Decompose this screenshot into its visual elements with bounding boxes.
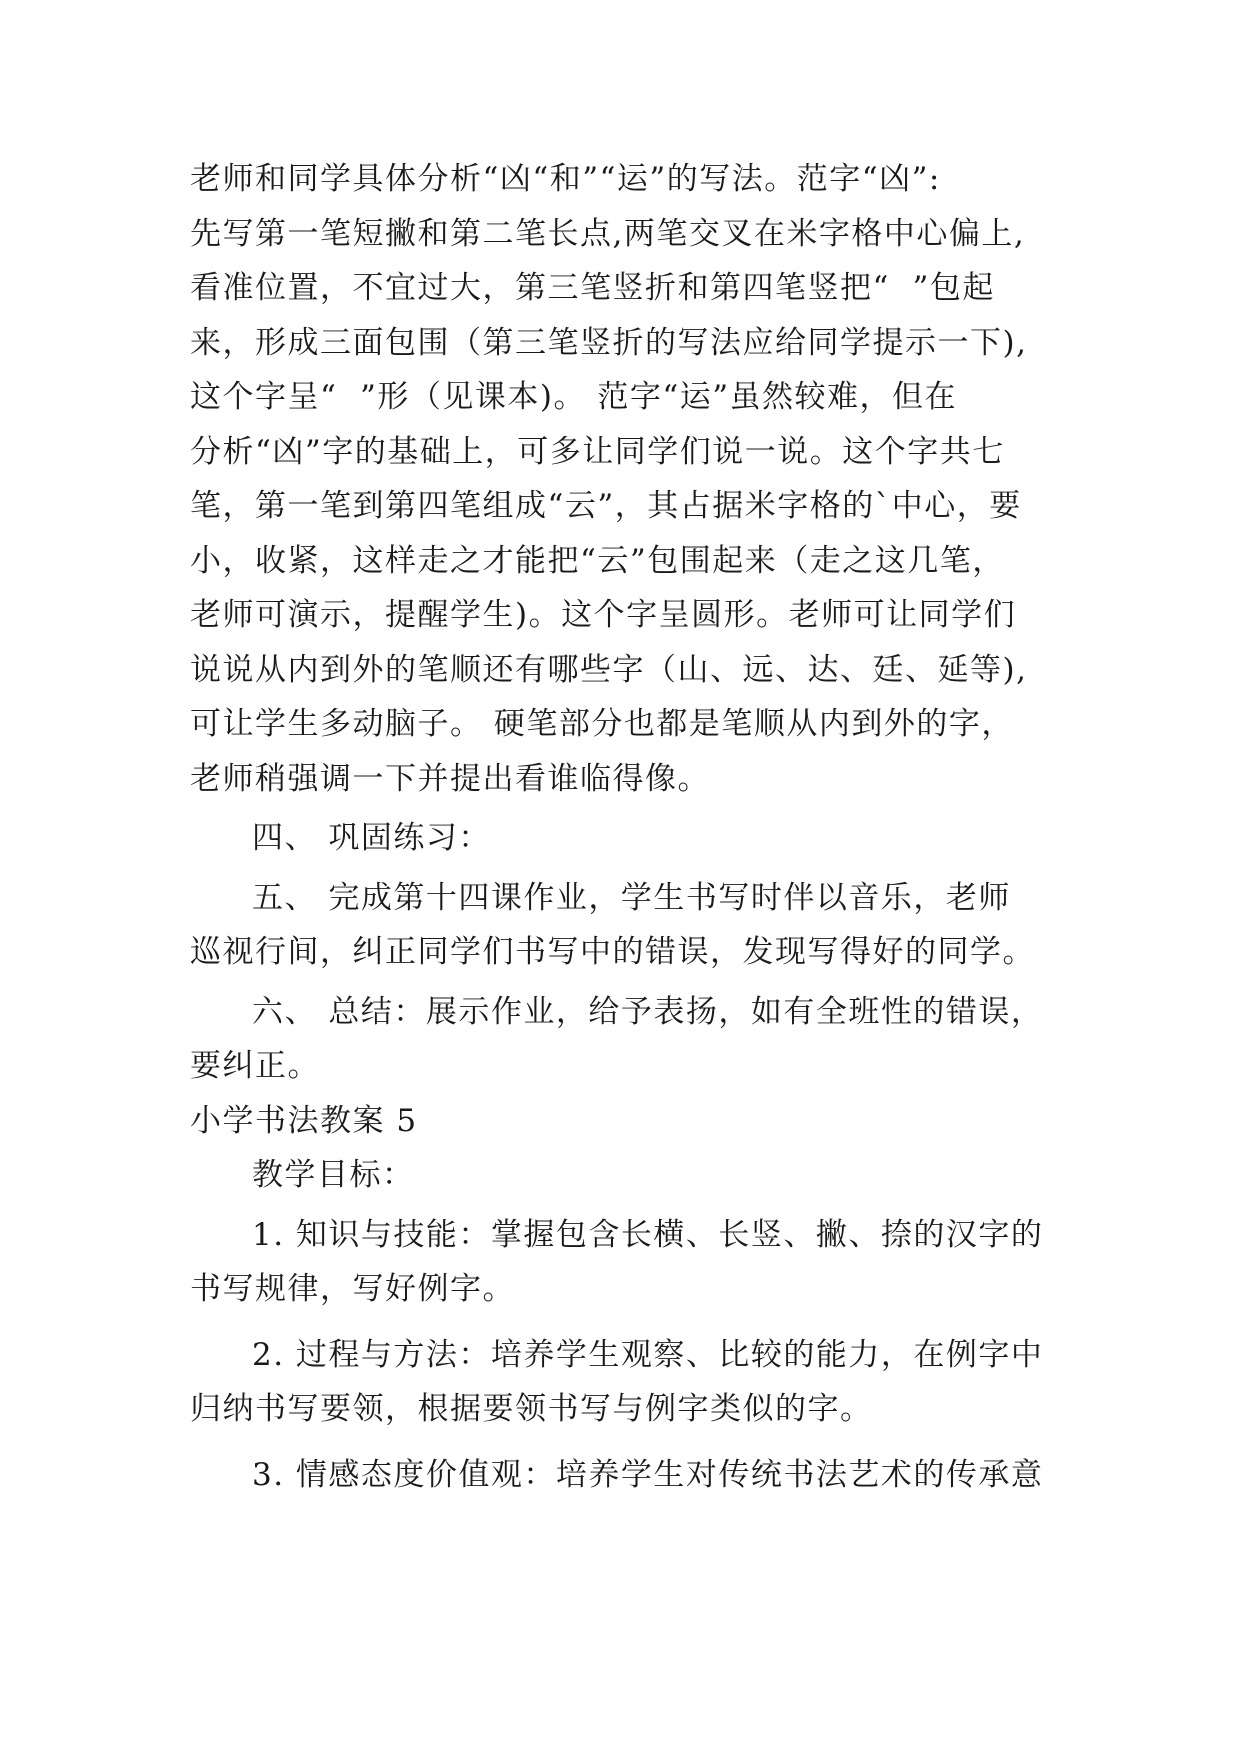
text-line: 2. 过程与方法：培养学生观察、比较的能力，在例字中 xyxy=(252,1336,1044,1373)
text-line: 3. 情感态度价值观：培养学生对传统书法艺术的传承意 xyxy=(252,1456,1044,1493)
paragraph-writing-analysis xyxy=(190,152,1070,806)
text-line: 1. 知识与技能：掌握包含长横、长竖、撇、捺的汉字的 xyxy=(252,1216,1044,1253)
section-title: 小学书法教案 5 xyxy=(190,1102,418,1139)
text-line: 归纳书写要领，根据要领书写与例字类似的字。 xyxy=(190,1391,873,1427)
text-line: 老师可演示，提醒学生)。这个字呈圆形。老师可让同学们 xyxy=(190,597,1017,633)
text-line: 五、 完成第十四课作业，学生书写时伴以音乐，老师 xyxy=(252,879,1011,916)
text-line: 老师稍强调一下并提出看谁临得像。 xyxy=(190,760,710,797)
text-line: 笔，第一笔到第四笔组成“云”，其占据米字格的`中心，要 xyxy=(190,488,1022,524)
text-line: 先写第一笔短撇和第二笔长点,两笔交叉在米字格中心偏上, xyxy=(190,215,1026,252)
text-line: 可让学生多动脑子。 硬笔部分也都是笔顺从内到外的字， xyxy=(190,706,1014,742)
text-line: 小，收紧，这样走之才能把“云”包围起来（走之这几笔， xyxy=(190,542,1005,579)
item-homework xyxy=(190,871,1070,980)
objective-emotion-values xyxy=(190,1448,1070,1503)
text-line: 来，形成三面包围（第三笔竖折的写法应给同学提示一下), xyxy=(190,324,1028,361)
text-line: 要纠正。 xyxy=(190,1048,320,1084)
text-line: 这个字呈“ ”形（见课本)。 范字“运”虽然较难，但在 xyxy=(190,379,958,415)
document-body xyxy=(190,152,1070,1502)
item-summary xyxy=(190,985,1070,1094)
text-line: 书写规律，写好例字。 xyxy=(190,1271,515,1307)
text-line: 巡视行间，纠正同学们书写中的错误，发现写得好的同学。 xyxy=(190,934,1035,970)
objective-knowledge-skills xyxy=(190,1208,1070,1317)
text-line: 六、 总结：展示作业，给予表扬，如有全班性的错误， xyxy=(252,993,1044,1030)
text-line: 老师和同学具体分析“凶“和”“运”的写法。范字“凶”: xyxy=(190,161,941,197)
text-line: 说说从内到外的笔顺还有哪些字（山、远、达、廷、延等), xyxy=(190,651,1028,688)
objectives-heading: 教学目标： xyxy=(252,1157,415,1193)
objective-process-method xyxy=(190,1328,1070,1437)
text-line: 看准位置，不宜过大，第三笔竖折和第四笔竖把“ ”包起 xyxy=(190,270,995,306)
item-consolidation-practice: 四、 巩固练习： xyxy=(252,820,491,856)
text-line: 分析“凶”字的基础上，可多让同学们说一说。这个字共七 xyxy=(190,433,1005,470)
